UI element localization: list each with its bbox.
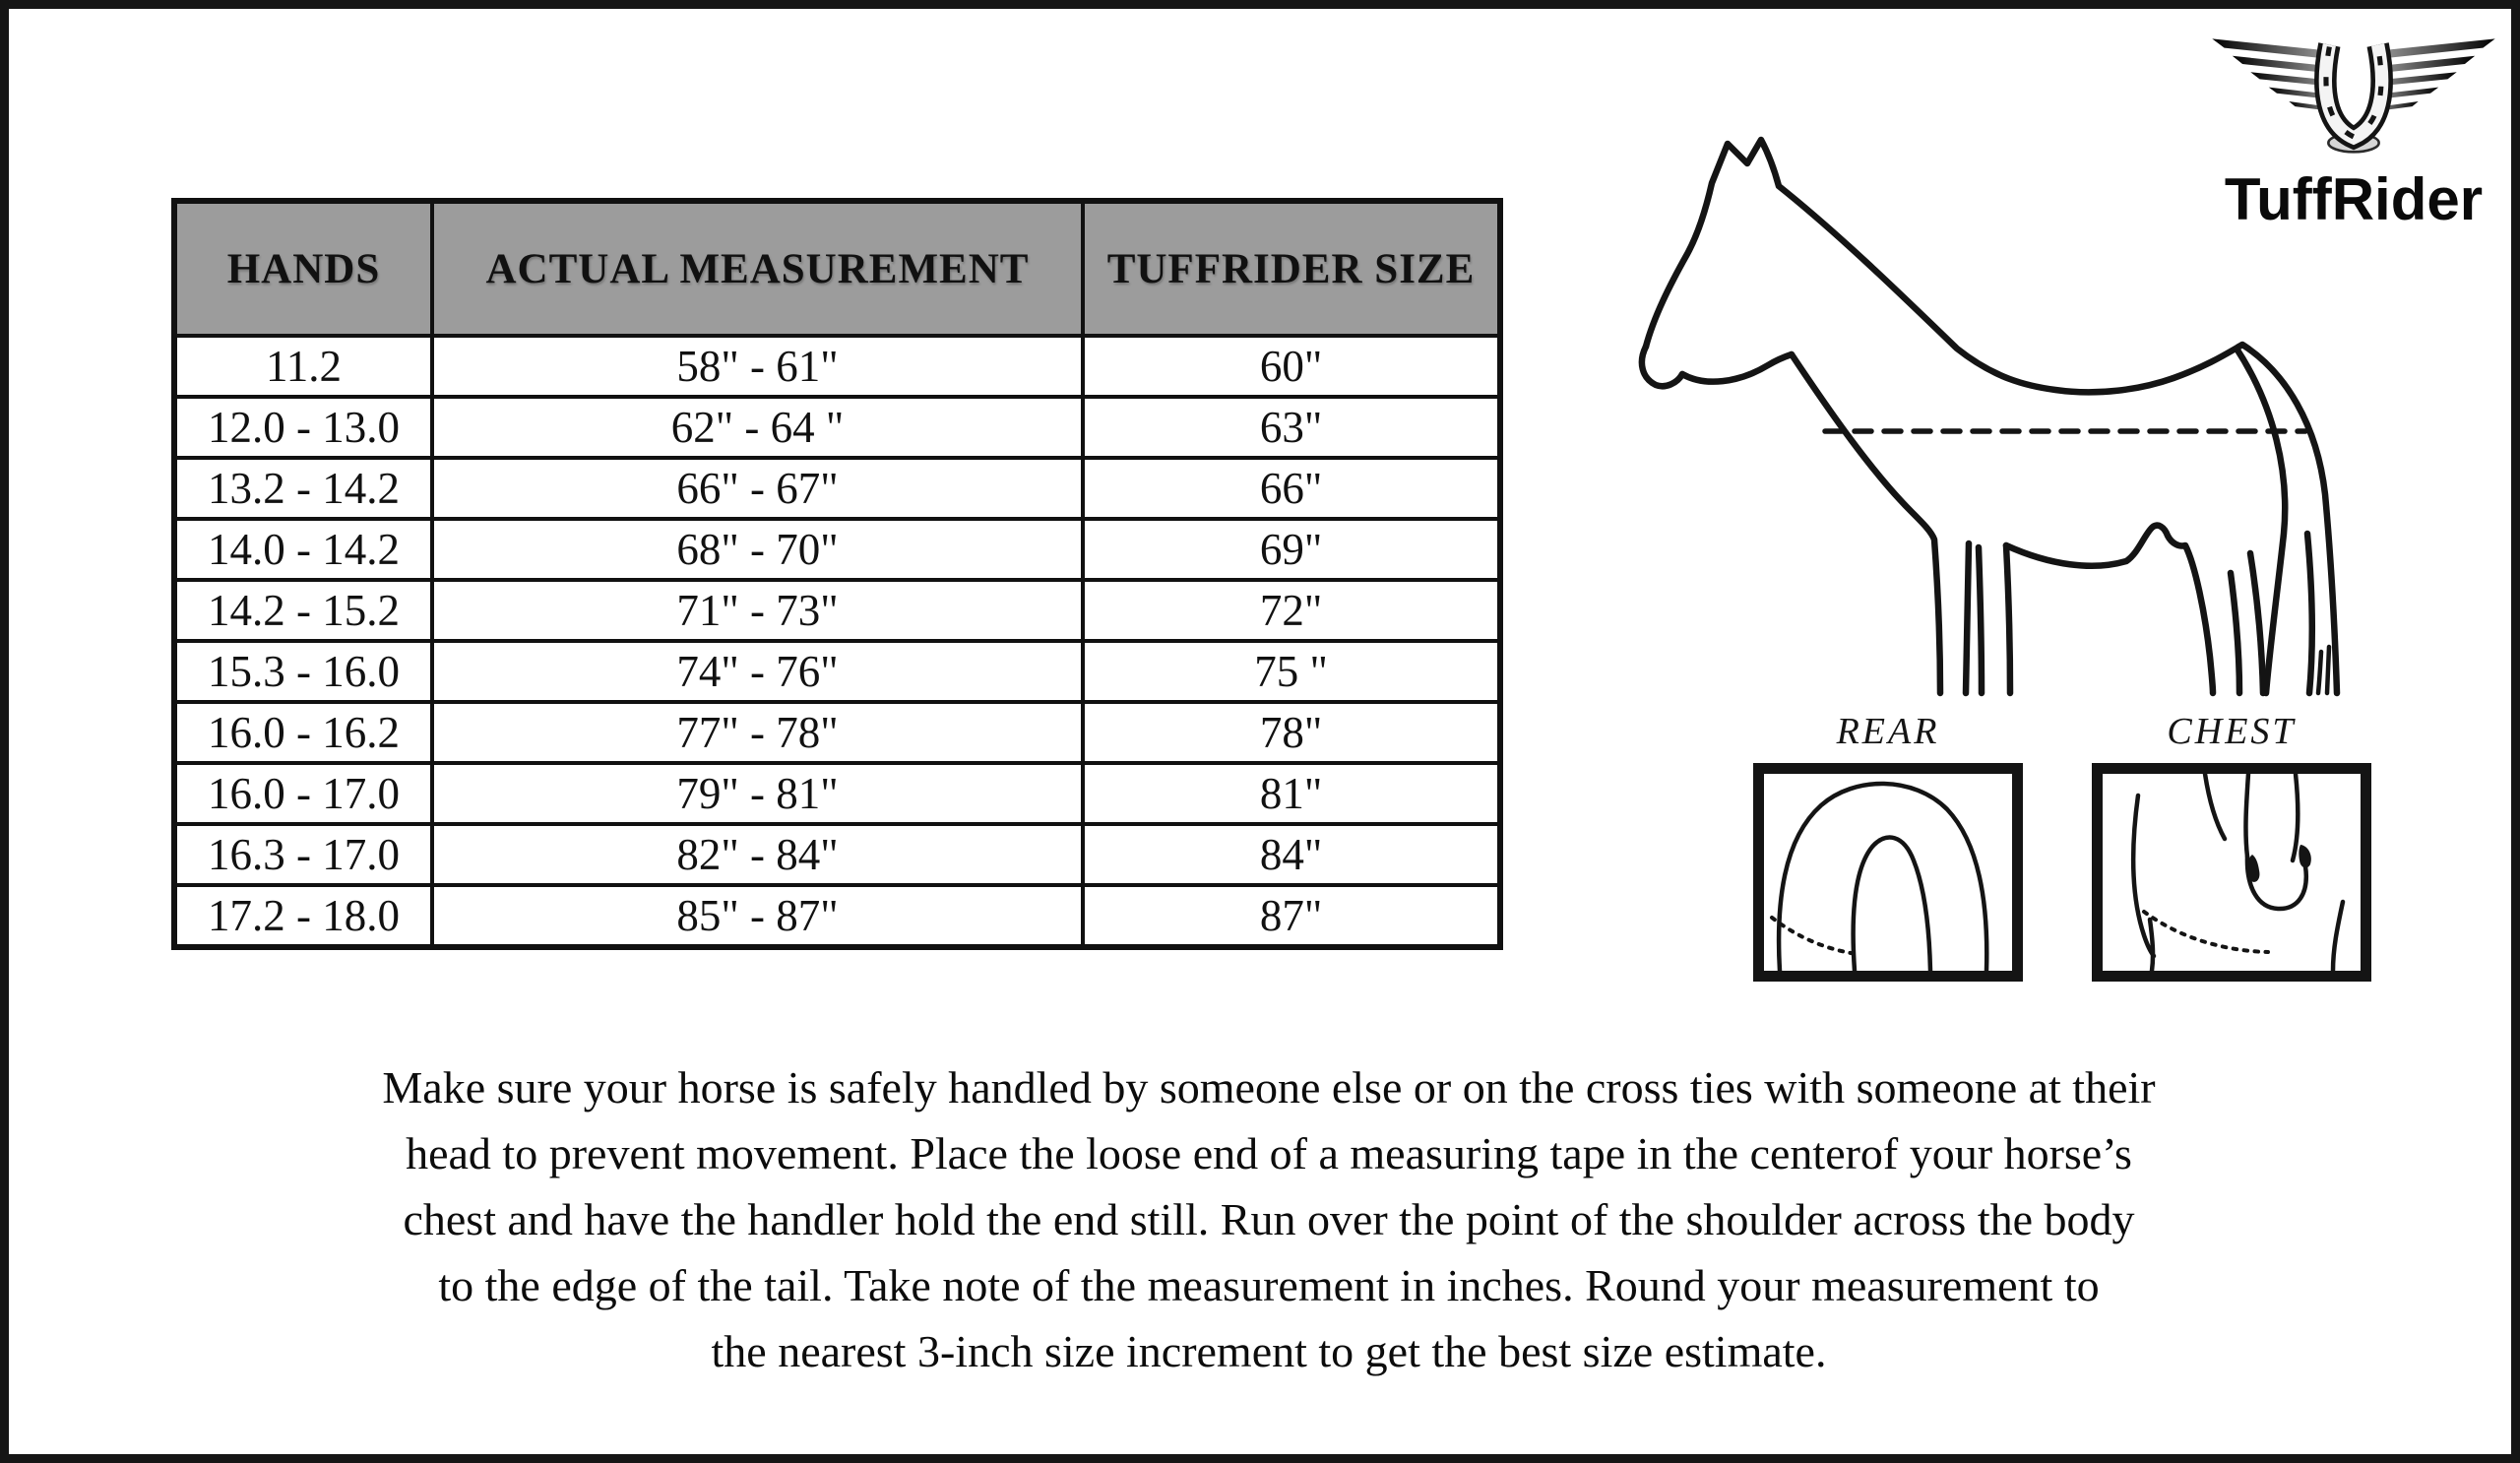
table-cell: 66" (1083, 458, 1500, 519)
header-hands: HANDS (174, 201, 432, 336)
table-cell: 71" - 73" (432, 580, 1083, 641)
table-row (174, 763, 1500, 824)
table-cell: 13.2 - 14.2 (174, 458, 432, 519)
table-cell: 81" (1083, 763, 1500, 824)
table-cell: 78" (1083, 702, 1500, 763)
header-actual-measurement: ACTUAL MEASUREMENT (432, 201, 1083, 336)
brand-name: TuffRider (2224, 166, 2484, 232)
table-cell: 69" (1083, 519, 1500, 580)
table-row (174, 458, 1500, 519)
header-row (174, 201, 1500, 336)
rear-view-box (1753, 763, 2023, 982)
size-table (171, 198, 1503, 950)
table-cell: 16.0 - 16.2 (174, 702, 432, 763)
rear-view-diagram (1764, 774, 2012, 971)
header-tuffrider-size: TUFFRIDER SIZE (1083, 201, 1500, 336)
table-cell: 16.0 - 17.0 (174, 763, 432, 824)
chest-view-box (2092, 763, 2371, 982)
table-row (174, 824, 1500, 885)
table-cell: 82" - 84" (432, 824, 1083, 885)
table-cell: 58" - 61" (432, 336, 1083, 397)
horse-outline-icon (1628, 110, 2386, 701)
table-cell: 16.3 - 17.0 (174, 824, 432, 885)
table-cell: 14.0 - 14.2 (174, 519, 432, 580)
table-cell: 87" (1083, 885, 1500, 947)
table-row (174, 641, 1500, 702)
table-row (174, 397, 1500, 458)
instruction-line: Make sure your horse is safely handled by someone else or on the cross ties with someone at their (382, 1062, 2156, 1113)
table-cell: 60" (1083, 336, 1500, 397)
instruction-line: chest and have the handler hold the end still. Run over the point of the shoulder across the body (403, 1194, 2135, 1244)
table-cell: 74" - 76" (432, 641, 1083, 702)
size-table-header (174, 201, 1500, 336)
size-table-body (174, 336, 1500, 947)
instruction-line: head to prevent movement. Place the loose end of a measuring tape in the centerof your horse’s (406, 1128, 2132, 1178)
table-cell: 79" - 81" (432, 763, 1083, 824)
chest-view-diagram (2103, 774, 2361, 971)
horse-diagram (1628, 110, 2386, 706)
table-cell: 85" - 87" (432, 885, 1083, 947)
table-cell: 68" - 70" (432, 519, 1083, 580)
table-cell: 15.3 - 16.0 (174, 641, 432, 702)
table-cell: 66" - 67" (432, 458, 1083, 519)
size-table-container (171, 198, 1503, 950)
instruction-line: to the edge of the tail. Take note of the measurement in inches. Round your measurement to (438, 1260, 2100, 1310)
table-cell: 63" (1083, 397, 1500, 458)
table-cell: 62" - 64 " (432, 397, 1083, 458)
table-cell: 17.2 - 18.0 (174, 885, 432, 947)
instruction-line: the nearest 3-inch size increment to get the best size estimate. (711, 1326, 1827, 1376)
table-row (174, 580, 1500, 641)
table-cell: 14.2 - 15.2 (174, 580, 432, 641)
table-cell: 75 " (1083, 641, 1500, 702)
table-cell: 84" (1083, 824, 1500, 885)
table-row (174, 519, 1500, 580)
table-row (174, 885, 1500, 947)
table-cell: 72" (1083, 580, 1500, 641)
measuring-instructions (53, 1054, 2485, 1384)
table-row (174, 336, 1500, 397)
table-row (174, 702, 1500, 763)
chest-view-label: CHEST (2167, 711, 2297, 752)
table-cell: 77" - 78" (432, 702, 1083, 763)
table-cell: 11.2 (174, 336, 432, 397)
rear-view-label: REAR (1836, 711, 1940, 752)
table-cell: 12.0 - 13.0 (174, 397, 432, 458)
